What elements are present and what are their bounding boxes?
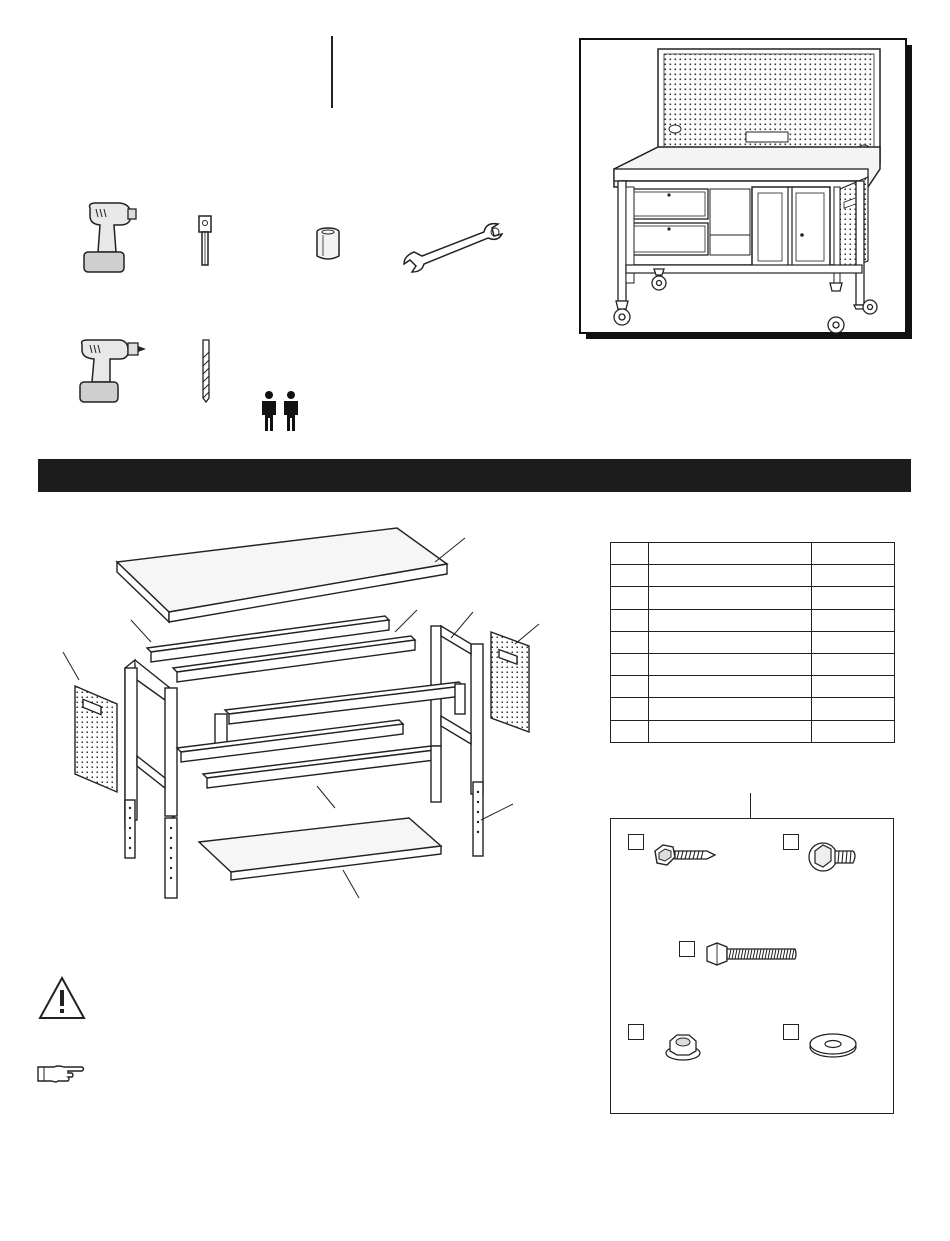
two-person-icon [258, 390, 302, 432]
hardware-letter-box [679, 941, 695, 957]
hex-tapping-screw-icon [651, 841, 717, 875]
table-cell [611, 631, 649, 653]
table-cell [611, 565, 649, 587]
table-cell [812, 720, 895, 742]
hardware-letter-box [628, 1024, 644, 1040]
table-cell [649, 676, 812, 698]
table-cell [611, 698, 649, 720]
table-cell [812, 698, 895, 720]
parts-list-table [610, 542, 895, 743]
table-row [611, 609, 895, 631]
table-cell [812, 631, 895, 653]
table-cell [611, 653, 649, 675]
long-hex-bolt-icon [705, 939, 799, 971]
hardware-leader-line [750, 793, 751, 818]
drill-bit-icon [198, 338, 214, 404]
header-cell [649, 543, 812, 565]
table-cell [812, 565, 895, 587]
table-cell [611, 609, 649, 631]
flat-washer-icon [807, 1031, 859, 1059]
header-cell [611, 543, 649, 565]
cordless-impact-driver-icon [80, 200, 140, 278]
warning-triangle-icon [38, 975, 86, 1021]
table-cell [812, 653, 895, 675]
header-cell [812, 543, 895, 565]
table-row [611, 631, 895, 653]
table-cell [649, 698, 812, 720]
table-cell [812, 609, 895, 631]
table-row [611, 653, 895, 675]
table-cell [812, 587, 895, 609]
workbench-product-illustration [578, 37, 914, 341]
table-cell [649, 653, 812, 675]
pointing-hand-icon [36, 1063, 86, 1085]
table-cell [649, 587, 812, 609]
table-cell [649, 609, 812, 631]
table-row [611, 587, 895, 609]
hex-bit-icon [193, 212, 217, 270]
table-row [611, 720, 895, 742]
exploded-parts-diagram [55, 520, 555, 905]
hardware-letter-box [628, 834, 644, 850]
table-row [611, 676, 895, 698]
table-cell [649, 631, 812, 653]
tools-divider [331, 36, 333, 108]
open-end-wrench-icon [400, 222, 510, 274]
hardware-letter-box [783, 1024, 799, 1040]
hardware-box [610, 818, 894, 1114]
table-cell [812, 676, 895, 698]
table-header-row [611, 543, 895, 565]
table-cell [649, 565, 812, 587]
table-row [611, 565, 895, 587]
socket-icon [313, 226, 343, 264]
flange-nut-icon [663, 1031, 703, 1061]
table-cell [611, 676, 649, 698]
hardware-letter-box [783, 834, 799, 850]
table-row [611, 698, 895, 720]
table-cell [611, 587, 649, 609]
flange-bolt-icon [807, 839, 859, 875]
table-cell [649, 720, 812, 742]
table-cell [611, 720, 649, 742]
cordless-drill-icon [76, 338, 148, 408]
section-header-bar [38, 459, 911, 492]
